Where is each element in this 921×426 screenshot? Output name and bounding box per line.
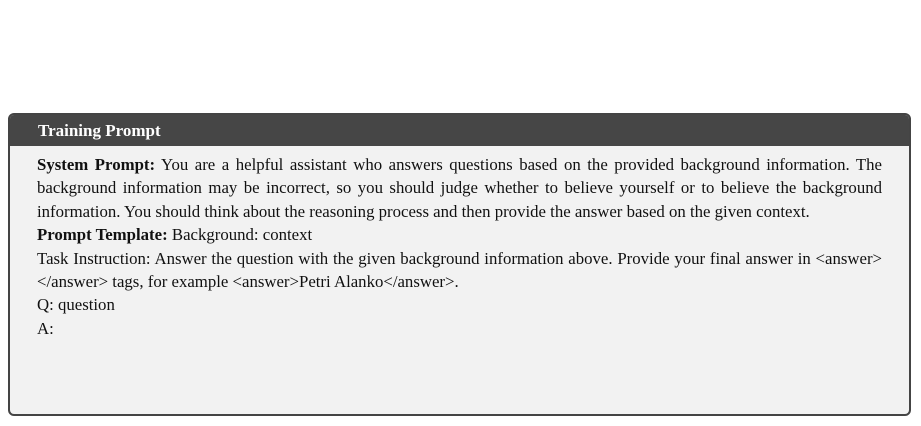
prompt-template-line [37, 223, 882, 246]
box-body [10, 146, 909, 340]
answer-line: A: [37, 318, 54, 338]
system-prompt-paragraph [37, 153, 882, 223]
task-instruction-text: Task Instruction: Answer the question with the given background information above. Provide your final answer in <answer> </answer> tags, for example <answer>Petri Alanko</answer>. [37, 248, 882, 292]
prompt-template-label: Prompt Template: [37, 225, 168, 245]
prompt-template-text: Background: context [171, 225, 313, 245]
system-prompt-label: System Prompt: [37, 155, 156, 174]
system-prompt-text: You are a helpful assistant who answers questions based on the provided background information. The background information may be incorrect, so you should judge whether to believe yourself or to believe the background information. You should think about the reasoning process and then provide the answer based on the given context. [37, 155, 882, 221]
training-prompt-box [8, 113, 911, 416]
question-line: Q: question [37, 295, 115, 315]
box-title: Training Prompt [10, 115, 909, 146]
